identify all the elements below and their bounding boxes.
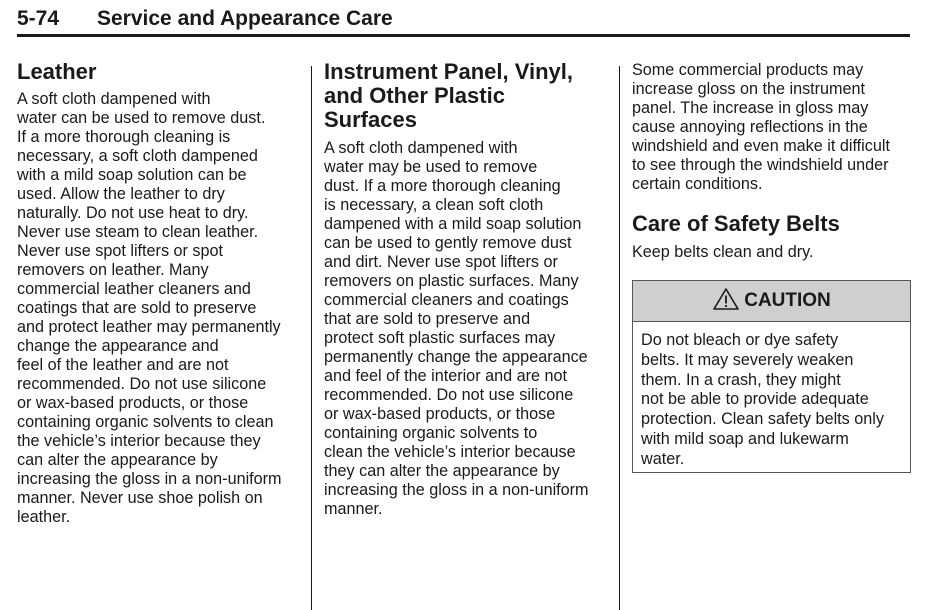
page-header [17, 4, 910, 37]
leather-section [17, 60, 299, 527]
warning-triangle-icon [712, 287, 740, 316]
leather-heading: Leather [17, 59, 97, 84]
safety-belts-body: Keep belts clean and dry. [632, 243, 814, 261]
gloss-warning-paragraph: Some commercial products may increase gloss on the instrument panel. The increase in gloss may cause annoying reflections in the windshield and even make it difficult to see through the windshield under certain conditions. [632, 61, 890, 193]
right-column [632, 60, 914, 262]
section-title: Service and Appearance Care [97, 7, 393, 30]
caution-box [632, 280, 911, 473]
caution-label: CAUTION [744, 290, 831, 311]
leather-body: A soft cloth dampened with water can be used to remove dust. If a more thorough cleaning is necessary, a soft cloth dampened with a mild soap solution can be used. Allow the leather to dry naturally. Do not use heat to dry. Never use steam to clean leather. Never use spot lifters or spot removers on leather. Many commercial leather cleaners and coatings that are sold to preserve and protect leather may permanently change the appearance and feel of the leather and are not recommended. Do not use silicone or wax-based products, or those containing organic solvents to clean the vehicle’s interior because they can alter the appearance by increasing the gloss in a non-uniform manner. Never use shoe polish on leather. [17, 90, 282, 526]
instrument-panel-heading: Instrument Panel, Vinyl, and Other Plastic Surfaces [324, 59, 573, 132]
page-number: 5-74 [17, 7, 60, 30]
safety-belts-heading: Care of Safety Belts [632, 211, 840, 236]
instrument-panel-body: A soft cloth dampened with water may be used to remove dust. If a more thorough cleaning is necessary, a clean soft cloth dampened with a mild soap solution can be used to gently remove dust and dirt. Never use spot lifters or removers on plastic surfaces. Many commercial cleaners and coatings that are sold to preserve and protect soft plastic surfaces may permanently change the appearance and feel of the interior and are not recommended. Do not use silicone or wax-based products, or those containing organic solvents to clean the vehicle’s interior because they can alter the appearance by increasing the gloss in a non-uniform manner. [324, 139, 589, 518]
caution-header [633, 281, 910, 322]
caution-body: Do not bleach or dye safety belts. It may severely weaken them. In a crash, they might not be able to provide adequate protection. Clean safety belts only with mild soap and lukewarm water. [641, 331, 884, 468]
column-divider [311, 66, 312, 610]
instrument-panel-section [324, 60, 606, 519]
column-divider [619, 66, 620, 610]
